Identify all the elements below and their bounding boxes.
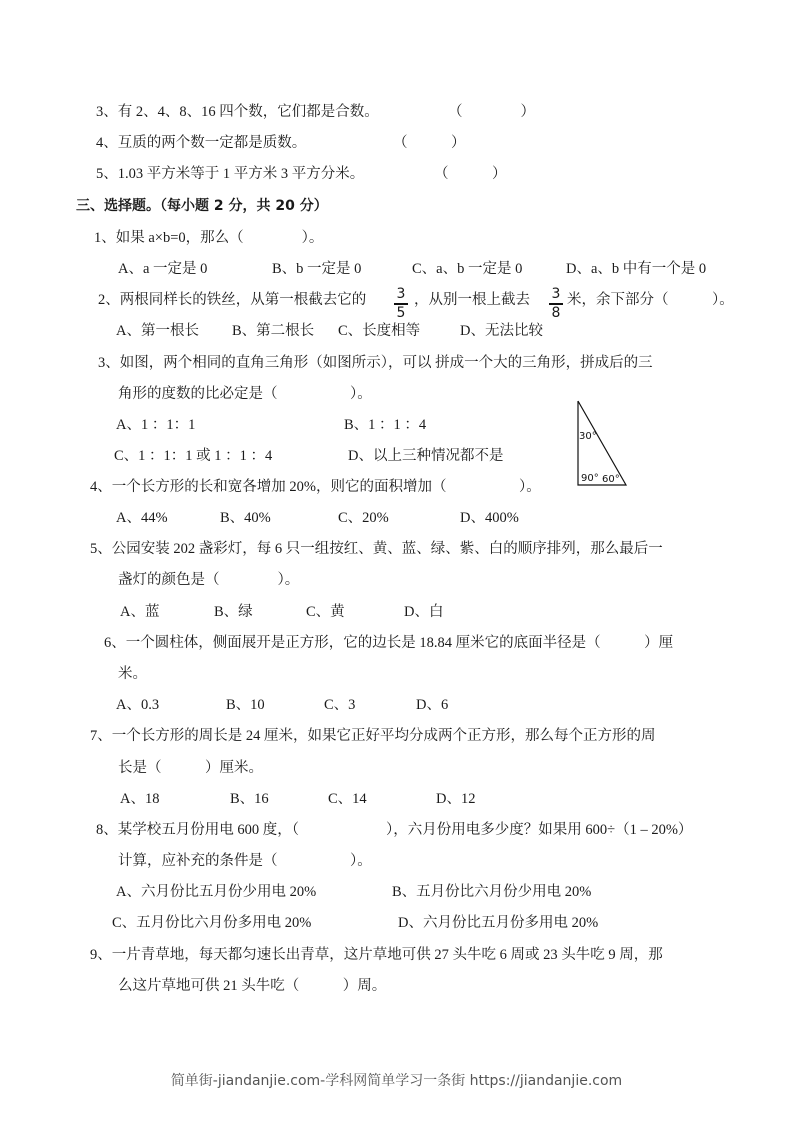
option-b: B、第二根长: [232, 323, 315, 339]
option-a: A、44%: [116, 510, 168, 526]
question-5-line1: 5、公园安装 202 盏彩灯，每 6 只一组按红、黄、蓝、绿、紫、白的顺序排列，那么最后一: [90, 541, 663, 557]
question-3-line1: 3、如图，两个相同的直角三角形（如图所示），可以 拼成一个大的三角形，拼成后的三: [98, 355, 653, 371]
option-a: A、六月份比五月份少用电 20%: [116, 884, 317, 900]
option-c: C、20%: [338, 510, 389, 526]
question-5-line2: 盏灯的颜色是（ ）。: [118, 572, 300, 588]
question-4: 4、一个长方形的长和宽各增加 20%，则它的面积增加（ ）。: [90, 479, 541, 495]
option-a: A、第一根长: [116, 323, 199, 339]
question-2-part1: 2、两根同样长的铁丝，从第一根截去它的: [98, 292, 367, 308]
answer-blank: （ ）: [448, 104, 535, 120]
option-c: C、a、b 一定是 0: [412, 261, 523, 277]
option-a: A、a 一定是 0: [118, 261, 208, 277]
question-9-line2: 么这片草地可供 21 头牛吃（ ）周。: [118, 978, 387, 994]
question-8-line2: 计算，应补充的条件是（ ）。: [118, 853, 372, 869]
option-b: B、40%: [220, 510, 271, 526]
option-a: A、1 ：1：1: [116, 417, 196, 433]
right-triangle-figure: [574, 399, 630, 489]
judgment-item-5: [96, 165, 364, 183]
option-d: D、无法比较: [460, 323, 543, 339]
answer-blank: （ ）: [434, 166, 507, 182]
option-b: B、五月份比六月份少用电 20%: [392, 884, 592, 900]
option-c: C、黄: [306, 604, 345, 620]
angle-label-30: 30°: [579, 431, 597, 442]
question-6-line1: 6、一个圆柱体，侧面展开是正方形，它的边长是 18.84 厘米它的底面半径是（ ）厘: [104, 635, 674, 651]
question-6-line2: 米。: [118, 666, 147, 682]
question-7-line1: 7、一个长方形的周长是 24 厘米，如果它正好平均分成两个正方形，那么每个正方形的周: [90, 728, 656, 744]
question-8-line1: 8、某学校五月份用电 600 度，（ ），六月份用电多少度？如果用 600÷（1 – 20%）: [96, 822, 693, 838]
option-c: C、1 ：1：1 或 1 ：1 ：4: [114, 448, 273, 464]
judgment-text: 4、互质的两个数一定都是质数。: [96, 135, 307, 151]
question-2-part2: ，从别一根上截去: [414, 292, 530, 308]
angle-label-60: 60°: [602, 474, 620, 485]
option-c: C、五月份比六月份多用电 20%: [112, 915, 312, 931]
option-d: D、以上三种情况都不是: [348, 448, 504, 464]
option-d: D、12: [436, 791, 476, 807]
judgment-item-4: [96, 134, 306, 152]
question-1: 1、如果 a×b=0，那么（ ）。: [94, 230, 324, 246]
judgment-text: 3、有 2、4、8、16 四个数，它们都是合数。: [96, 104, 379, 120]
option-d: D、六月份比五月份多用电 20%: [398, 915, 599, 931]
judgment-item-3: [96, 103, 379, 121]
option-d: D、a、b 中有一个是 0: [566, 261, 707, 277]
question-3-line2: 角形的度数的比必定是（ ）。: [118, 386, 372, 402]
option-b: B、1 ：1 ：4: [344, 417, 427, 433]
option-a: A、蓝: [120, 604, 160, 620]
question-7-line2: 长是（ ）厘米。: [118, 760, 263, 776]
option-b: B、绿: [214, 604, 253, 620]
option-a: A、18: [120, 791, 160, 807]
judgment-text: 5、1.03 平方米等于 1 平方米 3 平方分米。: [96, 166, 365, 182]
option-d: D、6: [416, 697, 449, 713]
question-9-line1: 9、一片青草地，每天都匀速长出青草，这片草地可供 27 头牛吃 6 周或 23 头牛吃 9 周，那: [90, 947, 663, 963]
fraction-denominator: 5: [396, 305, 406, 321]
fraction-3-5: [394, 287, 408, 321]
angle-label-90: 90°: [581, 473, 599, 484]
option-b: B、10: [226, 697, 265, 713]
option-b: B、16: [230, 791, 269, 807]
fraction-denominator: 8: [551, 305, 561, 321]
option-d: D、400%: [460, 510, 519, 526]
footer-watermark: 简单街-jiandanjie.com-学科网简单学习一条街 https://jiandanjie.com: [170, 1073, 623, 1089]
option-c: C、长度相等: [338, 323, 421, 339]
fraction-3-8: [549, 287, 563, 321]
option-a: A、0.3: [116, 697, 160, 713]
section-heading: 三、选择题。（每小题 2 分，共 20 分）: [76, 198, 328, 214]
option-c: C、14: [328, 791, 367, 807]
fraction-numerator: 3: [396, 286, 406, 302]
option-b: B、b 一定是 0: [272, 261, 362, 277]
option-c: C、3: [324, 697, 356, 713]
question-2-part3: 米，余下部分（ ）。: [567, 292, 734, 308]
answer-blank: （ ）: [393, 135, 466, 151]
fraction-numerator: 3: [551, 286, 561, 302]
option-d: D、白: [404, 604, 444, 620]
